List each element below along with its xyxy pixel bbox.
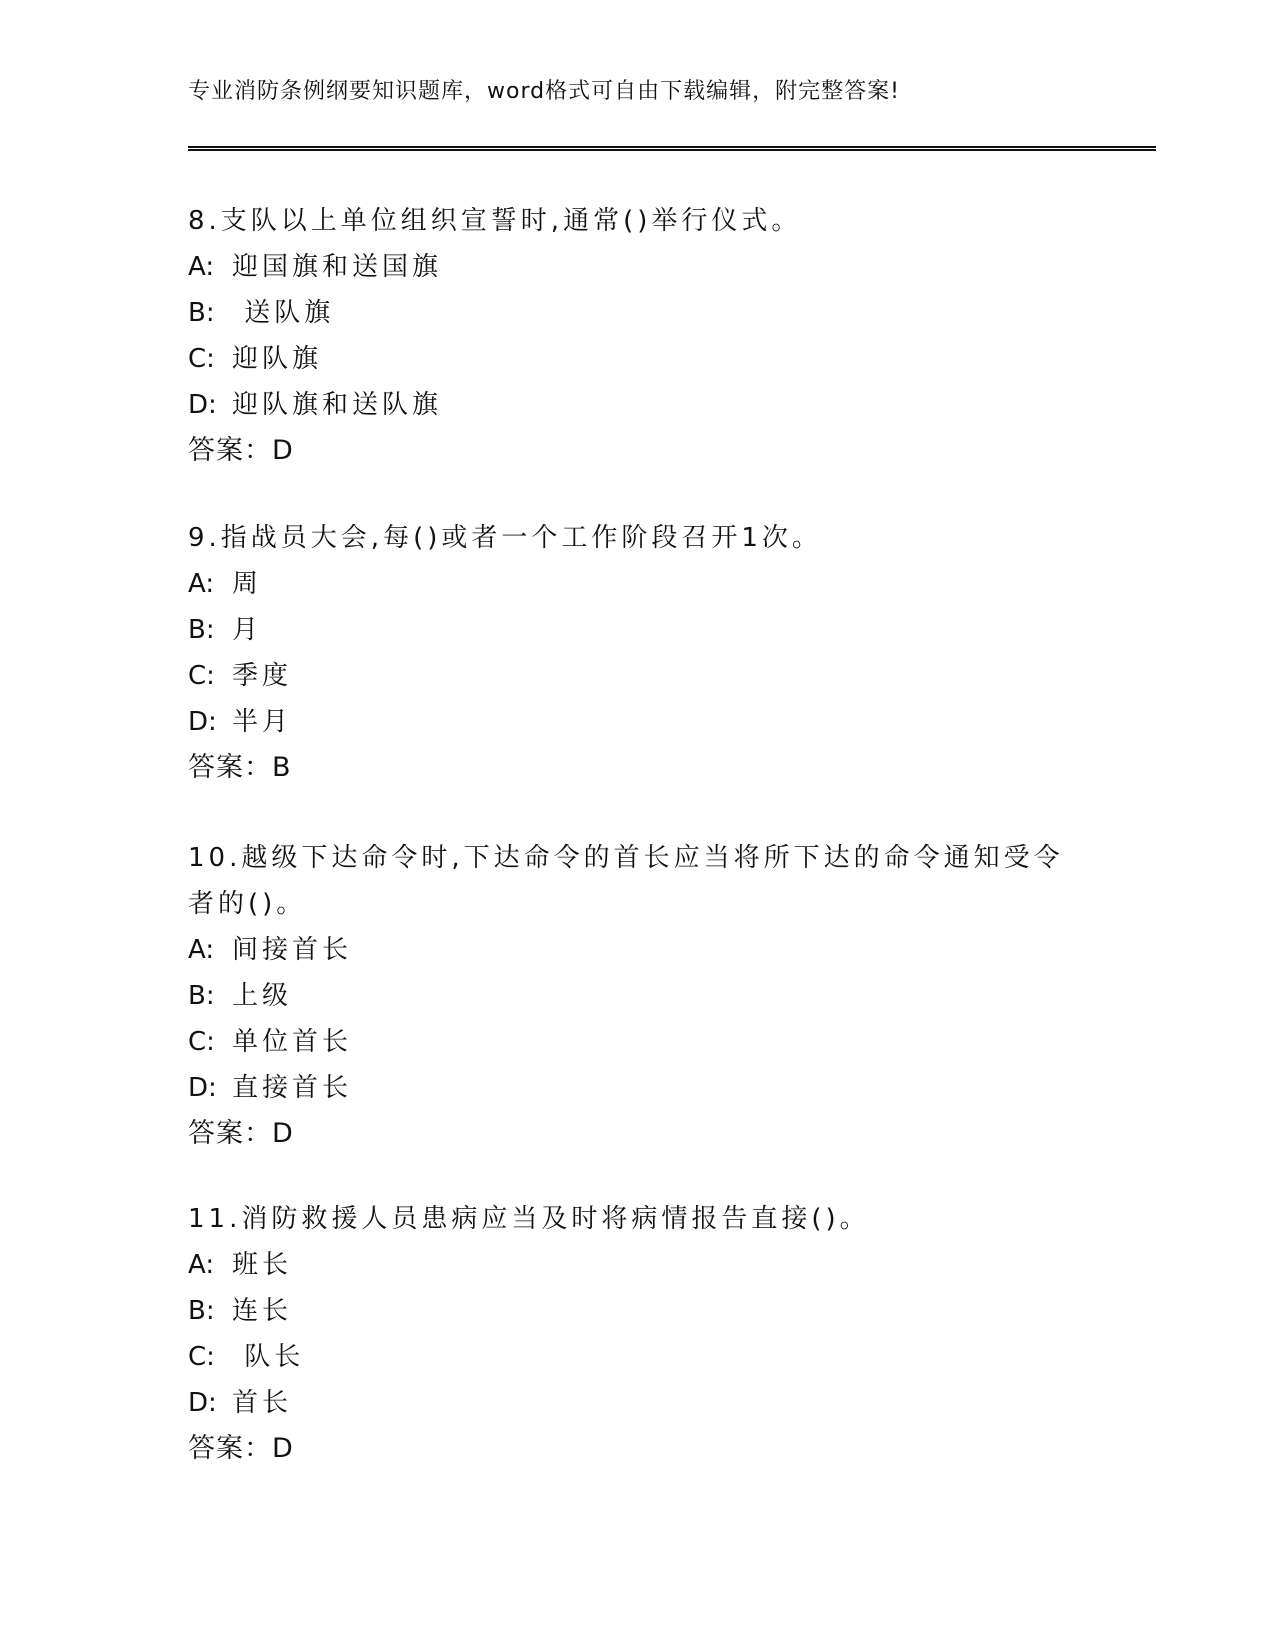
option-a: [188, 927, 1088, 973]
question-10: [188, 835, 1088, 1157]
answer: 答案：B: [188, 752, 292, 783]
option-letter: D:: [188, 1388, 217, 1418]
option-text: 月: [232, 615, 263, 645]
option-c: [188, 1019, 1088, 1065]
option-b: [188, 1288, 1088, 1334]
answer: 答案：D: [188, 435, 294, 466]
option-text: 直接首长: [232, 1073, 353, 1103]
option-a: [188, 1242, 1088, 1288]
option-letter: B:: [188, 1296, 215, 1326]
option-letter: B:: [188, 615, 215, 645]
option-letter: A:: [188, 569, 215, 599]
option-c: [188, 1334, 1088, 1380]
option-text: 单位首长: [232, 1027, 353, 1057]
question-stem: 8.支队以上单位组织宣誓时,通常()举行仪式。: [188, 206, 802, 236]
option-letter: D:: [188, 1073, 217, 1103]
option-text: 间接首长: [232, 935, 353, 965]
option-text: 迎队旗和送队旗: [232, 390, 443, 420]
option-letter: D:: [188, 707, 217, 737]
question-11: [188, 1196, 1088, 1472]
option-letter: A:: [188, 1250, 215, 1280]
answer: 答案：D: [188, 1433, 294, 1464]
option-letter: C:: [188, 1342, 215, 1372]
option-text: 送队旗: [232, 298, 335, 328]
question-9: [188, 515, 1088, 791]
option-d: [188, 1380, 1088, 1426]
question-stem: 9.指战员大会,每()或者一个工作阶段召开1次。: [188, 523, 822, 553]
option-text: 周: [232, 569, 263, 599]
option-b: [188, 290, 1088, 336]
option-text: 上级: [232, 981, 293, 1011]
option-letter: B:: [188, 298, 215, 328]
question-stem: 11.消防救援人员患病应当及时将病情报告直接()。: [188, 1204, 870, 1234]
option-c: [188, 336, 1088, 382]
option-text: 首长: [232, 1388, 293, 1418]
option-letter: B:: [188, 981, 215, 1011]
option-letter: A:: [188, 935, 215, 965]
option-text: 队长: [232, 1342, 305, 1372]
option-text: 季度: [232, 661, 293, 691]
page-header: 专业消防条例纲要知识题库，word格式可自由下载编辑，附完整答案!: [188, 79, 900, 104]
option-text: 迎队旗: [232, 344, 323, 374]
option-b: [188, 973, 1088, 1019]
option-d: [188, 1065, 1088, 1111]
option-text: 迎国旗和送国旗: [232, 252, 443, 282]
option-b: [188, 607, 1088, 653]
answer: 答案：D: [188, 1118, 294, 1149]
option-d: [188, 699, 1088, 745]
option-letter: C:: [188, 661, 215, 691]
option-d: [188, 382, 1088, 428]
option-letter: D:: [188, 390, 217, 420]
option-letter: C:: [188, 1027, 215, 1057]
question-8: [188, 198, 1088, 474]
header-divider: [188, 146, 1156, 151]
option-text: 连长: [232, 1296, 293, 1326]
option-text: 班长: [232, 1250, 293, 1280]
question-stem: 10.越级下达命令时,下达命令的首长应当将所下达的命令通知受令者的()。: [188, 843, 1064, 919]
option-a: [188, 561, 1088, 607]
option-letter: A:: [188, 252, 215, 282]
option-text: 半月: [232, 707, 293, 737]
option-c: [188, 653, 1088, 699]
option-a: [188, 244, 1088, 290]
option-letter: C:: [188, 344, 215, 374]
